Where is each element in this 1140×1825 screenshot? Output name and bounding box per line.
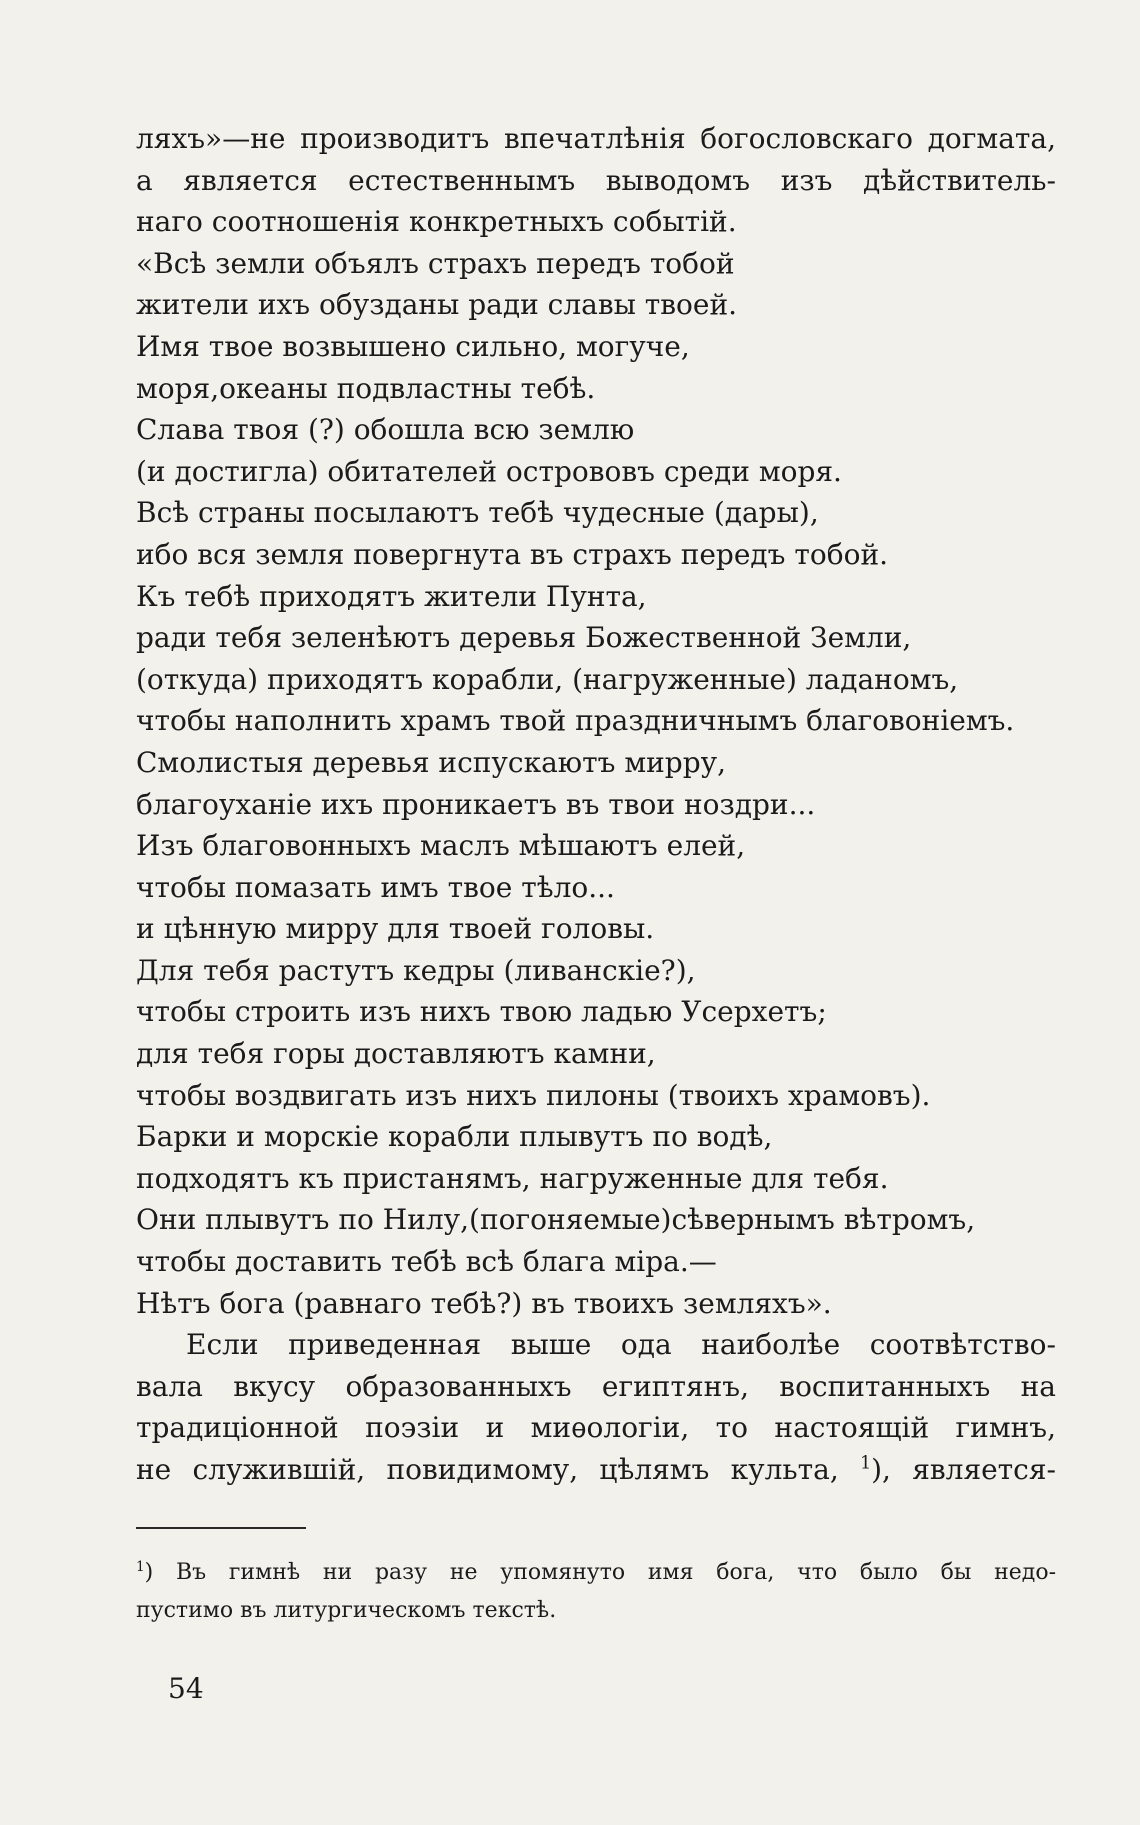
text-line: «Всѣ земли объялъ страхъ передъ тобой [136,246,735,280]
text-line: подходятъ къ пристанямъ, нагруженные для тебя. [136,1161,889,1195]
text-line: Смолистыя деревья испускаютъ мирру, [136,745,727,779]
text-line: чтобы наполнить храмъ твой праздничнымъ благовоніемъ. [136,704,1015,738]
text-line: моря,океаны подвластны тебѣ. [136,371,596,405]
text-line: наго соотношенія конкретныхъ событій. [136,205,737,239]
text-line: Слава твоя (?) обошла всю землю [136,413,635,447]
text-line: (откуда) приходятъ корабли, (нагруженные) ладаномъ, [136,662,959,696]
text-line: Нѣтъ бога (равнаго тебѣ?) въ твоихъ земляхъ». [136,1286,832,1320]
text-line: и цѣнную мирру для твоей головы. [136,912,655,946]
text-line: Они плывутъ по Нилу,(погоняемые)сѣвернымъ вѣтромъ, [136,1203,976,1237]
footnote-text: пустимо въ литургическомъ текстѣ. [136,1598,557,1623]
text-line: традиціонной поэзіи и миѳологіи, то настоящій гимнъ, [136,1411,1056,1445]
text-line-tail: ), является- [871,1453,1056,1486]
footnotes [136,1554,1056,1630]
page-number: 54 [168,1672,204,1705]
text-line: благоуханіе ихъ проникаетъ въ твои ноздри... [136,787,816,821]
text-line [136,1449,1056,1491]
text-line: Имя твое возвышено сильно, могуче, [136,329,690,363]
text-line: Всѣ страны посылаютъ тебѣ чудесные (дары), [136,496,819,530]
text-line: ибо вся земля повергнута въ страхъ передъ тобой. [136,537,889,571]
text-line: ради тебя зеленѣютъ деревья Божественной Земли, [136,621,912,655]
text-line: Для тебя растутъ кедры (ливанскіе?), [136,953,696,987]
text-line: (и достигла) обитателей острововъ среди моря. [136,454,842,488]
text-line: чтобы помазать имъ твое тѣло... [136,870,615,904]
footnote-marker: 1 [136,1558,145,1575]
text-line: Если приведенная выше ода наиболѣе соотвѣтство- [186,1328,1056,1362]
footnote-reference: 1 [860,1453,872,1474]
text-line: для тебя горы доставляютъ камни, [136,1037,656,1071]
text-line: ляхъ»—не производитъ впечатлѣнія богословскаго догмата, [136,122,1056,155]
footnote-line [136,1592,1056,1630]
text-line: чтобы доставить тебѣ всѣ блага міра.— [136,1245,717,1279]
footnote-text: ) Въ гимнѣ ни разу не упомянуто имя бога, что было бы недо- [144,1560,1056,1585]
text-line: чтобы воздвигать изъ нихъ пилоны (твоихъ храмовъ). [136,1078,931,1112]
text-line-content: не служившій, повидимому, цѣлямъ культа, [136,1453,839,1486]
text-line: Барки и морскіе корабли плывутъ по водѣ, [136,1120,773,1154]
main-text [136,118,1056,1491]
text-line: жители ихъ обузданы ради славы твоей. [136,288,738,322]
text-line: а является естественнымъ выводомъ изъ дѣйствитель- [136,163,1056,197]
text-line: Къ тебѣ приходятъ жители Пунта, [136,579,647,613]
footnote-divider [136,1527,306,1529]
text-line: чтобы строить изъ нихъ твою ладью Усерхетъ; [136,995,827,1029]
text-line: Изъ благовонныхъ маслъ мѣшаютъ елей, [136,829,746,863]
footnote-line [136,1554,1056,1592]
text-line: вала вкусу образованныхъ египтянъ, воспитанныхъ на [136,1369,1056,1403]
